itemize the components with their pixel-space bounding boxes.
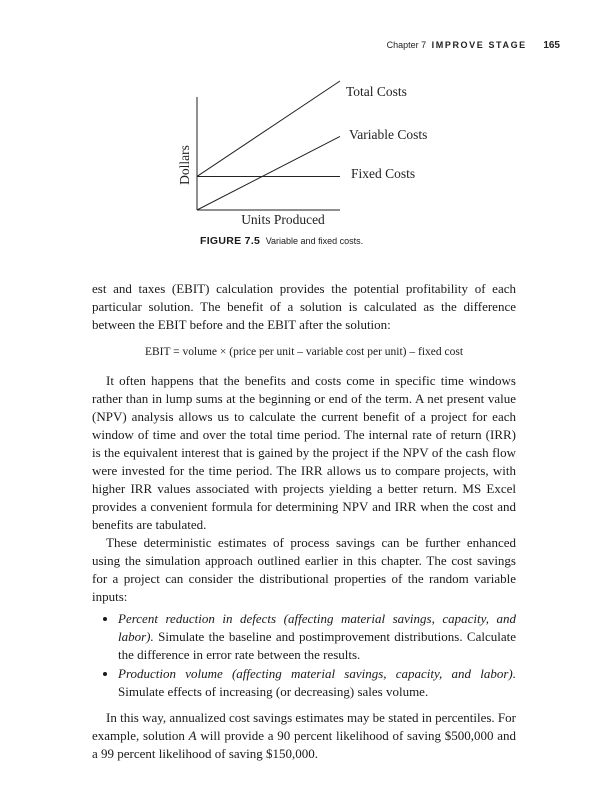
list-item (118, 665, 516, 701)
bullet-list (92, 610, 516, 701)
figure-caption (200, 235, 363, 247)
x-axis-label: Units Produced (241, 212, 325, 227)
figure-caption-text: Variable and fixed costs. (265, 236, 364, 246)
solution-variable: A (188, 728, 197, 743)
bullet-italic-lead: Production volume (affecting material savings, capacity, and labor). (118, 666, 516, 681)
chapter-label: Chapter 7 (386, 40, 427, 50)
ebit-formula: EBIT = volume × (price per unit – variable cost per unit) – fixed cost (144, 346, 464, 358)
paragraph-simulation: These deterministic estimates of process savings can be further enhanced using the simulation approach outlined earlier in this chapter. The cost savings for a project can consider the distributional properties of the random variable inputs: (92, 535, 516, 604)
total-costs-line (197, 81, 340, 176)
percentiles-text-a: In this way, annualized cost savings estimates may be stated in percentiles. For example, solution (92, 710, 516, 743)
paragraph-ebit: est and taxes (EBIT) calculation provides the potential profitability of each particular solution. The benefit of a solution is calculated as the difference between the EBIT before and the EBIT after the solution: (92, 281, 516, 332)
y-axis-label: Dollars (177, 145, 192, 185)
paragraph-percentiles (92, 709, 516, 763)
variable-costs-line (197, 136, 340, 210)
bullet-text: Simulate the baseline and postimprovement distributions. Calculate the difference in error rate between the results. (118, 629, 517, 662)
legend-total-costs: Total Costs (346, 84, 407, 99)
chapter-stage-title: IMPROVE STAGE (431, 40, 527, 50)
body-text (92, 280, 516, 763)
percentiles-text-b: will provide a 90 percent likelihood of saving $500,000 and a 99 percent likelihood of saving $150,000. (92, 728, 516, 761)
legend-fixed-costs: Fixed Costs (351, 166, 416, 181)
page-number: 165 (543, 40, 560, 51)
figure-label: FIGURE 7.5 (200, 235, 261, 247)
legend-variable-costs: Variable Costs (349, 127, 428, 142)
bullet-text: Simulate effects of increasing (or decreasing) sales volume. (118, 684, 429, 699)
cost-chart (0, 0, 606, 260)
bullet-italic-lead: Percent reduction in defects (affecting material savings, capacity, and labor). (118, 611, 516, 644)
paragraph-npv-irr: It often happens that the benefits and costs come in specific time windows rather than in lump sums at the beginning or end of the term. A net present value (NPV) analysis allows us to calculate the current benefit of a project for each window of time and over the total time period. The internal rate of return (IRR) is the equivalent interest that is gained by the project if the NPV of the cash flow were invested for the time period. The IRR allows us to compare projects, with higher IRR values associated with projects yielding a better return. MS Excel provides a convenient formula for determining NPV and IRR when the cost and benefits are tabulated. (92, 373, 516, 532)
list-item (118, 610, 516, 664)
